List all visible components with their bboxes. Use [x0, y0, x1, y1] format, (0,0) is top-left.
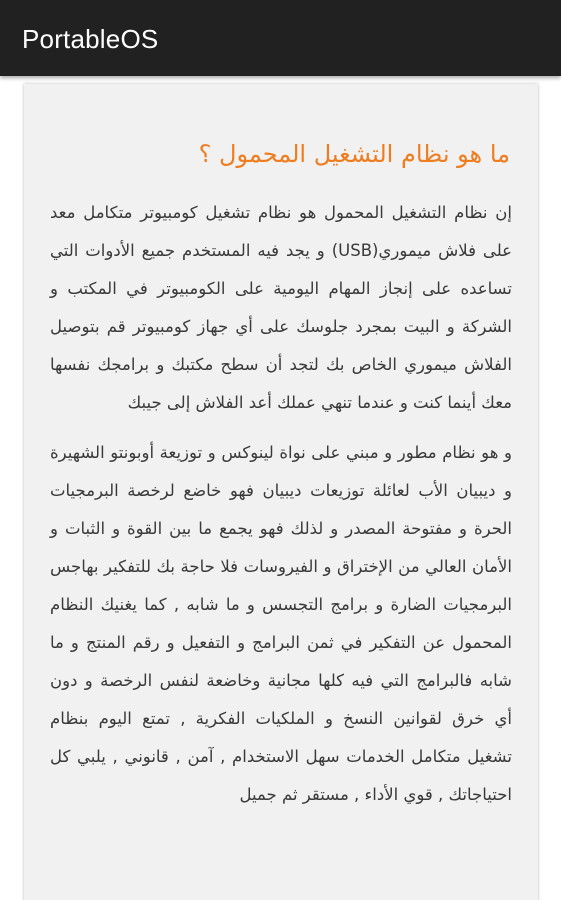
app-bar: [0, 0, 561, 76]
article-title: ما هو نظام التشغيل المحمول ؟: [198, 140, 510, 168]
article-paragraph-1: إن نظام التشغيل المحمول هو نظام تشغيل كومبيوتر متكامل معد على فلاش ميموري(USB) و يجد فيه المستخدم جميع الأدوات التي تساعده على إنجاز المهام اليومية على الكومبيوتر في المكتب و الشركة و البيت بمجرد جلوسك على أي جهاز كومبيوتر قم بتوصيل الفلاش ميموري الخاص بك لتجد أن سطح مكتبك و برامجك نفسها معك أينما كنت و عندما تنهي عملك أعد الفلاش إلى جيبك: [50, 203, 512, 412]
article-card[interactable]: [24, 84, 538, 900]
article-body: [50, 194, 512, 826]
app-title: PortableOS: [22, 24, 159, 54]
scroll-area[interactable]: [553, 76, 561, 900]
article-paragraph-2: و هو نظام مطور و مبني على نواة لينوكس و توزيعة أوبونتو الشهيرة و ديبيان الأب لعائلة توزيعات ديبيان فهو خاضع لرخصة البرمجيات الحرة و مفتوحة المصدر و لذلك فهو يجمع ما بين القوة و الثبات و الأمان العالي من الإختراق و الفيروسات فلا حاجة بك للتفكير بهاجس البرمجيات الضارة و برامج التجسس و ما شابه , كما يغنيك النظام المحمول عن التفكير في ثمن البرامج و التفعيل و رقم المنتج و ما شابه فالبرامج التي فيه كلها مجانية وخاضعة لنفس الرخصة و دون أي خرق لقوانين النسخ و الملكيات الفكرية , تمتع اليوم بنظام تشغيل متكامل الخدمات سهل الاستخدام , آمن , قانوني , يلبي كل احتياجاتك , قوي الأداء , مستقر ثم جميل: [50, 443, 512, 804]
